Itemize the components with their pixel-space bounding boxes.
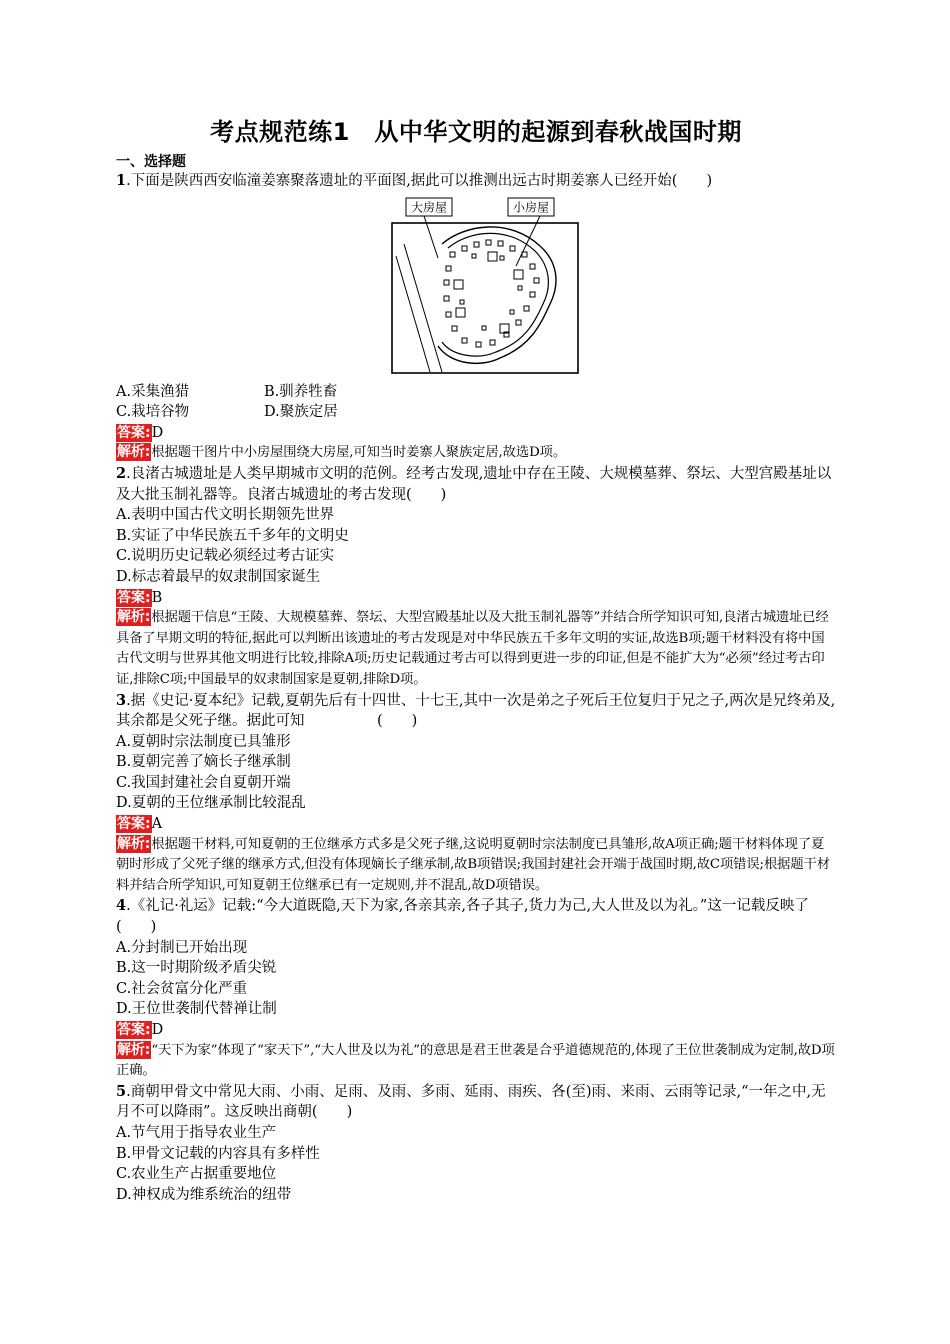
- options-q1: [116, 382, 836, 423]
- small-house: [444, 280, 449, 285]
- option-b[interactable]: B.夏朝完善了嫡长子继承制: [116, 754, 291, 771]
- option-c[interactable]: C.说明历史记载必须经过考古证实: [116, 548, 335, 565]
- small-house: [476, 342, 481, 347]
- question-stem: .下面是陕西西安临潼姜寨聚落遗址的平面图,据此可以推测出远古时期姜寨人已经开始( ): [126, 173, 713, 189]
- question-number: 2: [116, 464, 127, 482]
- answer-tag: 答案:: [117, 816, 151, 833]
- small-house: [446, 266, 451, 271]
- option-a[interactable]: A.分封制已开始出现: [116, 939, 248, 956]
- houses: [444, 240, 539, 347]
- page-title: 考点规范练1 从中华文明的起源到春秋战国时期: [210, 118, 742, 146]
- option-a[interactable]: A.节气用于指导农业生产: [116, 1124, 277, 1141]
- explanation-q2: [116, 608, 836, 690]
- question-stem: .《礼记·礼运》记载:“今大道既隐,天下为家,各亲其亲,各子其子,货力为己,大人世及以为礼。”这一记载反映了( ): [116, 898, 809, 936]
- answer-value: A: [151, 816, 163, 833]
- question-number: 1: [116, 172, 127, 189]
- question-stem: .良渚古城遗址是人类早期城市文明的范例。经考古发现,遗址中存在王陵、大规模墓葬、祭坛、大型宫殿基址以及大批玉制礼器等。良渚古城遗址的考古发现( ): [116, 465, 832, 503]
- question-3: [116, 691, 836, 732]
- option-c[interactable]: C.社会贫富分化严重: [116, 980, 248, 997]
- option-a[interactable]: A.采集渔猎: [116, 383, 190, 400]
- explain-tag: 解析:: [117, 609, 151, 626]
- small-house: [510, 310, 514, 314]
- small-house: [530, 264, 535, 269]
- answer-tag: 答案:: [117, 1022, 151, 1038]
- question-5: [116, 1082, 836, 1123]
- answer-value: B: [151, 589, 163, 606]
- option-b[interactable]: B.驯养牲畜: [264, 383, 338, 400]
- option-a[interactable]: A.表明中国古代文明长期领先世界: [116, 507, 335, 524]
- explain-tag: 解析:: [117, 1041, 151, 1058]
- label-small-house: 小房屋: [512, 200, 550, 215]
- explanation-q4: [116, 1041, 836, 1082]
- option-c[interactable]: C.栽培谷物: [116, 404, 190, 421]
- label-large-house: 大房屋: [410, 200, 448, 215]
- option-d[interactable]: D.神权成为维系统治的纽带: [116, 1186, 292, 1203]
- small-house: [498, 241, 503, 246]
- options-q3: [116, 732, 836, 814]
- explanation-text: “天下为家”体现了“家天下”,“大人世及以为礼”的意思是君王世袭是合乎道德规范的,体现了王位世袭制成为定制,故D项正确。: [116, 1042, 835, 1079]
- explanation-q1: [116, 443, 836, 464]
- small-house: [452, 326, 457, 331]
- small-house: [490, 340, 495, 345]
- answer-value: D: [151, 424, 164, 441]
- small-house: [472, 254, 476, 258]
- answer-q4: [116, 1020, 836, 1041]
- option-b[interactable]: B.甲骨文记载的内容具有多样性: [116, 1145, 320, 1162]
- options-q4: [116, 938, 836, 1020]
- small-house: [444, 296, 449, 301]
- section-heading: 一、选择题: [116, 154, 186, 170]
- explanation-text: 根据题干材料,可知夏朝的王位继承方式多是父死子继,这说明夏朝时宗法制度已具雏形,故A项正确;题干材料体现了夏朝时形成了父死子继的继承方式,但没有体现嫡长子继承制,故B项错误;我国封建社会开端于战国时期,故C项错误;根据题干材料并结合所学知识,可知夏朝王位继承已有一定规则,并不混乱,故D项错误。: [116, 836, 830, 893]
- question-stem: .商朝甲骨文中常见大雨、小雨、足雨、及雨、多雨、延雨、雨疾、各(至)雨、来雨、云雨等记录,“一年之中,无月不可以降雨”。这反映出商朝( ): [116, 1083, 826, 1121]
- small-house: [534, 278, 539, 283]
- small-house: [482, 326, 486, 330]
- answer-q3: [116, 814, 836, 835]
- option-d[interactable]: D.聚族定居: [264, 404, 338, 421]
- small-house: [474, 242, 479, 247]
- large-house: [488, 252, 497, 261]
- small-house: [446, 312, 451, 317]
- document-page: [116, 112, 836, 1205]
- explanation-text: 根据题干图片中小房屋围绕大房屋,可知当时姜寨人聚族定居,故选D项。: [151, 445, 567, 461]
- small-house: [516, 320, 521, 325]
- small-house: [460, 300, 464, 304]
- small-house: [462, 246, 467, 251]
- question-2: [116, 464, 836, 505]
- option-a[interactable]: A.夏朝时宗法制度已具雏形: [116, 733, 291, 750]
- question-1: [116, 171, 836, 192]
- question-stem: .据《史记·夏本纪》记载,夏朝先后有十四世、十七王,其中一次是弟之子死后王位复归于兄之子,两次是兄终弟及,其余都是父死子继。据此可知 ( ): [116, 692, 836, 730]
- option-d[interactable]: D.王位世袭制代替禅让制: [116, 1001, 277, 1018]
- question-number: 5: [116, 1082, 127, 1100]
- small-house: [518, 286, 522, 290]
- small-house: [524, 306, 529, 311]
- explanation-text: 根据题干信息“王陵、大规模墓葬、祭坛、大型宫殿基址以及大批玉制礼器等”并结合所学知识可知,良渚古城遗址已经具备了早期文明的特征,据此可以判断出该遗址的考古发现是对中华民族五千多年文明的实证,故选B项;题干材料没有将中国古代文明与世界其他文明进行比较,排除A项;历史记载通过考古可以得到更进一步的印证,但是不能扩大为“必须”经过考古印证,排除C项;中国最早的奴隶制国家是夏朝,排除D项。: [116, 610, 829, 687]
- answer-q1: [116, 423, 836, 444]
- small-house: [530, 292, 535, 297]
- river-line-2: [404, 244, 442, 372]
- large-house: [456, 308, 465, 317]
- option-c[interactable]: C.我国封建社会自夏朝开端: [116, 774, 291, 791]
- option-c[interactable]: C.农业生产占据重要地位: [116, 1166, 277, 1183]
- option-b[interactable]: B.这一时期阶级矛盾尖锐: [116, 960, 277, 977]
- question-number: 3: [116, 691, 127, 709]
- options-q2: [116, 505, 836, 587]
- option-d[interactable]: D.标志着最早的奴隶制国家诞生: [116, 568, 321, 585]
- large-house: [454, 280, 463, 289]
- options-q5: [116, 1123, 836, 1205]
- answer-tag: 答案:: [117, 589, 151, 606]
- explain-tag: 解析:: [117, 835, 151, 852]
- answer-tag: 答案:: [117, 424, 151, 441]
- explanation-q3: [116, 835, 836, 897]
- question-4: [116, 896, 836, 937]
- answer-q2: [116, 588, 836, 609]
- question-number: 4: [116, 897, 127, 915]
- small-house: [500, 256, 504, 260]
- answer-value: D: [151, 1022, 164, 1038]
- small-house: [486, 240, 491, 245]
- option-d[interactable]: D.夏朝的王位继承制比较混乱: [116, 795, 306, 812]
- large-house: [514, 270, 523, 279]
- explain-tag: 解析:: [117, 444, 151, 461]
- moat-outer: [438, 227, 556, 363]
- option-b[interactable]: B.实证了中华民族五千多年的文明史: [116, 527, 349, 544]
- small-house: [462, 338, 467, 343]
- small-house: [450, 252, 455, 257]
- site-plan-figure: [390, 196, 580, 374]
- small-house: [510, 246, 515, 251]
